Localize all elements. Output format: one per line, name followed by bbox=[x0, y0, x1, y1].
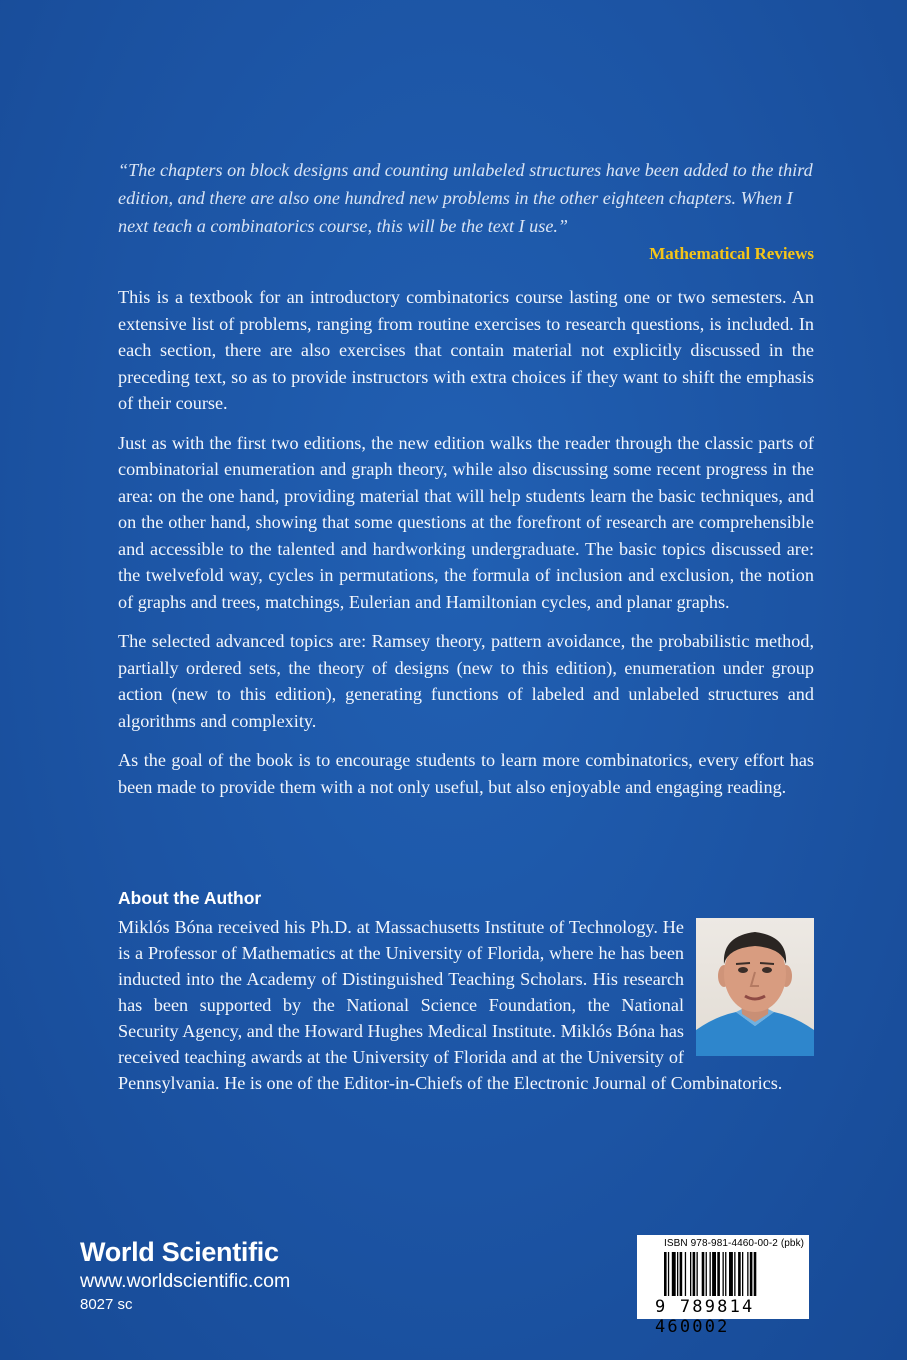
barcode-bar bbox=[702, 1252, 705, 1296]
description-paragraph: As the goal of the book is to encourage students to learn more combinatorics, every effort has been made to provide them with a not only useful, but also enjoyable and engaging reading. bbox=[118, 750, 814, 797]
barcode-bar bbox=[742, 1252, 743, 1296]
barcode-bar bbox=[697, 1252, 698, 1296]
barcode-bar bbox=[725, 1252, 726, 1296]
author-photo bbox=[696, 918, 814, 1056]
publisher-url[interactable]: www.worldscientific.com bbox=[80, 1270, 291, 1292]
barcode-bar bbox=[738, 1252, 741, 1296]
barcode-bar bbox=[710, 1252, 711, 1296]
barcode-bar bbox=[693, 1252, 696, 1296]
review-source: Mathematical Reviews bbox=[649, 244, 814, 263]
barcode-bar bbox=[723, 1252, 724, 1296]
description-paragraph: Just as with the first two editions, the new edition walks the reader through the classic parts of combinatorial enumeration and graph theory, while also discussing some recent progress in the area: on the one hand, providing material that will help students learn the basic techniques, and on the other hand, showing that some questions at the forefront of research are comprehensible and accessible to the talented and hardworking undergraduate. The basic topics discussed are: the twelvefold way, cycles in permutations, the formula of inclusion and exclusion, the notion of graphs and trees, matchings, Eulerian and Hamiltonian cycles, and planar graphs. bbox=[118, 432, 814, 612]
description-paragraph: The selected advanced topics are: Ramsey theory, pattern avoidance, the probabilistic method, partially ordered sets, the theory of designs (new to this edition), enumeration under group action (new to this edition), generating functions of labeled and unlabeled structures and algorithms and complexity. bbox=[118, 631, 814, 731]
barcode-bar bbox=[690, 1252, 691, 1296]
barcode-bar bbox=[717, 1252, 720, 1296]
description-paragraph: This is a textbook for an introductory combinatorics course lasting one or two semesters. An extensive list of problems, ranging from routine exercises to research questions, is included. In each section, there are also exercises that contain material not explicitly discussed in the preceding text, so as to provide instructors with extra choices if they want to shift the emphasis of their course. bbox=[118, 287, 814, 413]
isbn-barcode bbox=[637, 1235, 809, 1337]
barcode-bar bbox=[677, 1252, 678, 1296]
isbn-label: ISBN 978-981-4460-00-2 (pbk) bbox=[664, 1238, 805, 1249]
barcode-bar bbox=[664, 1252, 667, 1296]
about-author-text: Miklós Bóna received his Ph.D. at Massachusetts Institute of Technology. He is a Professor of Mathematics at the University of Florida, where he has been inducted into the Academy of Distinguished Teaching Scholars. His research has been supported by the National Science Foundation, the National Security Agency, and the Howard Hughes Medical Institute. Miklós Bóna has received teaching awards at the University of Florida and at the University of Pennsylvania. He is one of the Editor-in-Chiefs of the Electronic Journal of Combinatorics. bbox=[118, 917, 783, 1093]
barcode-bar bbox=[712, 1252, 716, 1296]
barcode-bar bbox=[747, 1252, 748, 1296]
barcode-bar bbox=[729, 1252, 733, 1296]
barcode-bar bbox=[680, 1252, 683, 1296]
publisher-code: 8027 sc bbox=[80, 1296, 133, 1313]
barcode-bars-icon bbox=[664, 1252, 782, 1296]
about-author-heading: About the Author bbox=[118, 888, 262, 908]
publisher-name: World Scientific bbox=[80, 1237, 279, 1267]
barcode-bar bbox=[685, 1252, 686, 1296]
publisher-block bbox=[80, 1236, 290, 1316]
barcode-bar bbox=[750, 1252, 753, 1296]
barcode-bar bbox=[672, 1252, 676, 1296]
barcode-bar bbox=[668, 1252, 669, 1296]
book-description bbox=[118, 284, 814, 813]
barcode-bar bbox=[706, 1252, 707, 1296]
about-author-section bbox=[118, 914, 814, 1096]
barcode-bar bbox=[734, 1252, 735, 1296]
barcode-bar bbox=[754, 1252, 757, 1296]
barcode-digits: 9 789814 460002 bbox=[655, 1297, 755, 1337]
review-quote: “The chapters on block designs and counting unlabeled structures have been added to the third edition, and there are also one hundred new problems in the other eighteen chapters. When I next teach a combinatorics course, this will be the text I use.” bbox=[118, 160, 813, 236]
